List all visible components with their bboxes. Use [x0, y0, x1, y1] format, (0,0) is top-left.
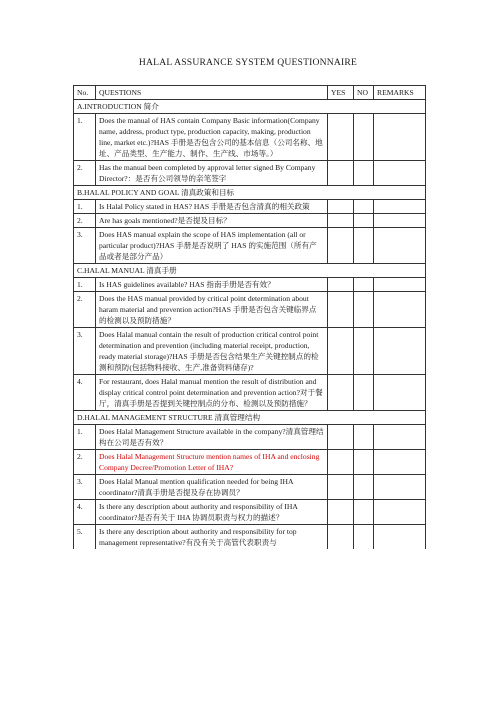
- question-text: Is there any description about authority and responsibility of IHA coordinator?是否有关于 IHA 协调员职责与权力的描述？: [96, 500, 328, 525]
- question-row: [74, 114, 426, 161]
- question-text: Does Halal manual contain the result of production critical control point determination and prevention (including material receipt, production, ready material storage)?HAS 手册是否包含结果生产关键控制点的检测和预防(包括物料接收、生产,准备资料储存)?: [96, 328, 328, 375]
- question-row: [74, 200, 426, 214]
- questionnaire-body: [74, 100, 426, 550]
- questionnaire-table: [73, 85, 426, 549]
- question-number: 1.: [74, 278, 96, 292]
- question-row: [74, 475, 426, 500]
- answer-no-cell[interactable]: [354, 328, 374, 375]
- answer-no-cell[interactable]: [354, 278, 374, 292]
- remarks-cell[interactable]: [374, 228, 426, 264]
- page-title: HALAL ASSURANCE SYSTEM QUESTIONNAIRE: [138, 57, 358, 68]
- question-row: [74, 214, 426, 228]
- answer-no-cell[interactable]: [354, 200, 374, 214]
- question-number: 2.: [74, 214, 96, 228]
- question-number: 4.: [74, 375, 96, 411]
- remarks-cell[interactable]: [374, 200, 426, 214]
- remarks-cell[interactable]: [374, 114, 426, 161]
- answer-yes-cell[interactable]: [328, 200, 354, 214]
- remarks-cell[interactable]: [374, 475, 426, 500]
- remarks-cell[interactable]: [374, 278, 426, 292]
- remarks-cell[interactable]: [374, 500, 426, 525]
- answer-yes-cell[interactable]: [328, 278, 354, 292]
- question-text: Is HAS guidelines available? HAS 指南手册是否有效？: [96, 278, 328, 292]
- answer-no-cell[interactable]: [354, 214, 374, 228]
- question-row: [74, 500, 426, 525]
- question-text: Does the manual of HAS contain Company Basic information(Company name, address, product type, production capacity, making, production line, market etc.)?HAS 手册是否包含公司的基本信息（公司名称、地址、产品类型、生产能力、制作、生产线、市场等。）: [96, 114, 328, 161]
- answer-yes-cell[interactable]: [328, 161, 354, 186]
- question-number: 3.: [74, 228, 96, 264]
- header-row: [74, 86, 426, 100]
- remarks-cell[interactable]: [374, 328, 426, 375]
- answer-yes-cell[interactable]: [328, 375, 354, 411]
- answer-yes-cell[interactable]: [328, 525, 354, 550]
- section-header-row: [74, 264, 426, 278]
- question-text: Does Halal Management Structure mention names of IHA and enclosing Company Decree/Promotion Letter of IHA?: [96, 450, 328, 475]
- question-text: Does the HAS manual provided by critical point determination about haram material and prevention action?HAS 手册是否包含关键临界点的检测以及预防措施？: [96, 292, 328, 328]
- answer-yes-cell[interactable]: [328, 475, 354, 500]
- question-text: Is there any description about authority and responsibility for top management representative?有没有关于高管代表职责与: [96, 525, 328, 550]
- section-header-row: [74, 186, 426, 200]
- answer-no-cell[interactable]: [354, 475, 374, 500]
- question-number: 3.: [74, 475, 96, 500]
- answer-yes-cell[interactable]: [328, 292, 354, 328]
- answer-no-cell[interactable]: [354, 375, 374, 411]
- header-no-answer: NO: [354, 86, 374, 100]
- question-row: [74, 292, 426, 328]
- remarks-cell[interactable]: [374, 375, 426, 411]
- section-header-row: [74, 411, 426, 425]
- header-yes: YES: [328, 86, 354, 100]
- question-text: Has the manual been completed by approval letter signed By Company Director?：是否有公司领导的亲笔签字: [96, 161, 328, 186]
- answer-no-cell[interactable]: [354, 425, 374, 450]
- question-text: Does HAS manual explain the scope of HAS implementation (all or particular product)?HAS 手册是否说明了 HAS 的实施范围（所有产品或者是部分产品）: [96, 228, 328, 264]
- remarks-cell[interactable]: [374, 292, 426, 328]
- section-title: A.INTRODUCTION 简介: [74, 100, 426, 114]
- question-number: 4.: [74, 500, 96, 525]
- answer-no-cell[interactable]: [354, 450, 374, 475]
- answer-yes-cell[interactable]: [328, 228, 354, 264]
- question-number: 2.: [74, 161, 96, 186]
- question-row: [74, 328, 426, 375]
- question-number: 2.: [74, 450, 96, 475]
- answer-yes-cell[interactable]: [328, 328, 354, 375]
- answer-yes-cell[interactable]: [328, 500, 354, 525]
- remarks-cell[interactable]: [374, 525, 426, 550]
- answer-yes-cell[interactable]: [328, 114, 354, 161]
- section-title: B.HALAL POLICY AND GOAL 清真政策和目标: [74, 186, 426, 200]
- answer-yes-cell[interactable]: [328, 214, 354, 228]
- remarks-cell[interactable]: [374, 425, 426, 450]
- section-title: C.HALAL MANUAL 清真手册: [74, 264, 426, 278]
- question-number: 3.: [74, 328, 96, 375]
- question-number: 1.: [74, 200, 96, 214]
- answer-no-cell[interactable]: [354, 114, 374, 161]
- question-text: For restaurant, does Halal manual mention the result of distribution and display critical control point determination and prevention action?对于餐厅，清真手册是否提到关键控制点的分布、检测以及预防措施？: [96, 375, 328, 411]
- question-text: Are has goals mentioned?是否提及目标？: [96, 214, 328, 228]
- question-row: [74, 450, 426, 475]
- answer-no-cell[interactable]: [354, 500, 374, 525]
- section-header-row: [74, 100, 426, 114]
- question-row: [74, 425, 426, 450]
- remarks-cell[interactable]: [374, 161, 426, 186]
- answer-no-cell[interactable]: [354, 228, 374, 264]
- question-number: 1.: [74, 114, 96, 161]
- header-questions: QUESTIONS: [96, 86, 328, 100]
- question-number: 2.: [74, 292, 96, 328]
- header-no: No.: [74, 86, 96, 100]
- section-title: D.HALAL MANAGEMENT STRUCTURE 清真管理结构: [74, 411, 426, 425]
- question-row: [74, 525, 426, 550]
- question-row: [74, 228, 426, 264]
- question-row: [74, 375, 426, 411]
- question-text: Does Halal Management Structure available in the company?清真管理结构在公司是否有效？: [96, 425, 328, 450]
- answer-yes-cell[interactable]: [328, 425, 354, 450]
- header-remarks: REMARKS: [374, 86, 426, 100]
- answer-no-cell[interactable]: [354, 161, 374, 186]
- answer-no-cell[interactable]: [354, 525, 374, 550]
- question-number: 5.: [74, 525, 96, 550]
- question-row: [74, 161, 426, 186]
- question-row: [74, 278, 426, 292]
- question-text: Does Halal Manual mention qualification needed for being IHA coordinator?清真手册是否提及存在协调员？: [96, 475, 328, 500]
- answer-no-cell[interactable]: [354, 292, 374, 328]
- question-number: 1.: [74, 425, 96, 450]
- answer-yes-cell[interactable]: [328, 450, 354, 475]
- remarks-cell[interactable]: [374, 450, 426, 475]
- remarks-cell[interactable]: [374, 214, 426, 228]
- question-text: Is Halal Policy stated in HAS? HAS 手册是否包含清真的相关政策: [96, 200, 328, 214]
